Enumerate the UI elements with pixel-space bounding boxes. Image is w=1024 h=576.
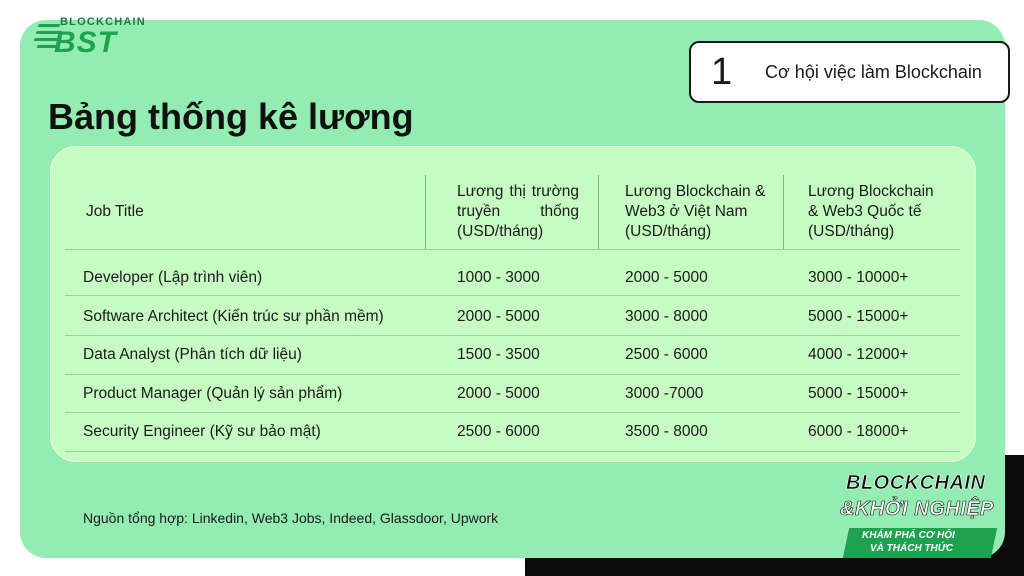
table-cell-traditional: 2000 - 5000: [457, 308, 540, 325]
table-cell-job: Software Architect (Kiến trúc sư phần mềm): [83, 308, 384, 325]
header-divider: [783, 175, 784, 250]
source-note: Nguồn tổng hợp: Linkedin, Web3 Jobs, Indeed, Glassdoor, Upwork: [83, 510, 499, 526]
page-title: Bảng thống kê lương: [48, 96, 414, 137]
row-divider: [65, 374, 960, 375]
header-divider: [598, 175, 599, 250]
table-cell-job: Developer (Lập trình viên): [83, 269, 263, 286]
table-cell-traditional: 1500 - 3500: [457, 346, 540, 363]
header-job-title: Job Title: [86, 203, 144, 220]
badge-title-line2: &KHỞI NGHIỆP: [840, 498, 994, 520]
row-divider: [65, 412, 960, 413]
row-divider: [65, 335, 960, 336]
table-cell-traditional: 2000 - 5000: [457, 385, 540, 402]
table-cell-vietnam: 2500 - 6000: [625, 346, 708, 363]
table-cell-international: 5000 - 15000+: [808, 308, 909, 325]
logo-small-text: BLOCKCHAIN: [60, 16, 146, 28]
table-cell-traditional: 2500 - 6000: [457, 423, 540, 440]
table-cell-international: 5000 - 15000+: [808, 385, 909, 402]
header-traditional-salary: Lương thị trường truyền thống (USD/tháng): [457, 183, 579, 240]
header-divider: [425, 175, 426, 250]
table-cell-international: 4000 - 12000+: [808, 346, 909, 363]
row-divider: [65, 295, 960, 296]
table-cell-vietnam: 2000 - 5000: [625, 269, 708, 286]
table-cell-international: 6000 - 18000+: [808, 423, 909, 440]
logo-big-text: BST: [54, 26, 117, 59]
brand-logo[interactable]: [34, 16, 174, 58]
badge-title-line1: BLOCKCHAIN: [846, 472, 986, 494]
table-cell-vietnam: 3500 - 8000: [625, 423, 708, 440]
section-tag: [689, 41, 1010, 103]
badge-subtitle-line2: VÀ THÁCH THỨC: [870, 543, 954, 554]
table-cell-international: 3000 - 10000+: [808, 269, 909, 286]
header-vietnam-salary: Lương Blockchain & Web3 ở Việt Nam (USD/tháng): [625, 183, 766, 240]
table-cell-traditional: 1000 - 3000: [457, 269, 540, 286]
table-cell-vietnam: 3000 - 8000: [625, 308, 708, 325]
badge-subtitle-line1: KHÁM PHÁ CƠ HỘI: [862, 530, 955, 541]
section-label: Cơ hội việc làm Blockchain: [765, 61, 982, 82]
row-divider: [65, 249, 960, 250]
header-international-salary: Lương Blockchain & Web3 Quốc tế (USD/tháng): [808, 183, 934, 240]
row-divider: [65, 451, 960, 452]
table-cell-vietnam: 3000 -7000: [625, 385, 704, 402]
table-cell-job: Product Manager (Quản lý sản phẩm): [83, 385, 343, 402]
table-cell-job: Data Analyst (Phân tích dữ liệu): [83, 346, 302, 363]
event-badge-logo: [830, 468, 1010, 568]
section-number: 1: [711, 50, 733, 93]
table-cell-job: Security Engineer (Kỹ sư bảo mật): [83, 423, 321, 440]
